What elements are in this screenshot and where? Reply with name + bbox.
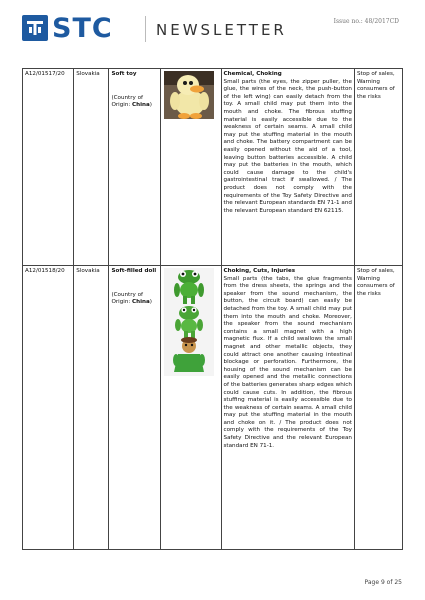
image-cell bbox=[160, 69, 221, 266]
risk-type: Chemical, Choking bbox=[223, 71, 282, 77]
newsletter-header bbox=[22, 12, 403, 46]
measures-cell: Stop of sales, Warning consumers of the risks bbox=[354, 266, 402, 550]
issue-number: Issue no.: 48/2017CD bbox=[333, 18, 399, 25]
rapex-table bbox=[22, 68, 403, 550]
measures-cell: Stop of sales, Warning consumers of the risks bbox=[354, 69, 402, 266]
image-cell bbox=[160, 266, 221, 550]
risk-description: Small parts (the eyes, the zipper puller, the glue, the wires of the neck, the push-button of the left wing) can easily detach from the toy. A small child may put them into the mouth and choke. The fibrous stuffing material is easily accessible due to the weakness of certain seams. A small child may put the stuffing material in the mouth and choke. The battery compartment can be easily opened without the aid of a tool, leaving button batteries accessible. A child may put the batteries in the mouth, which could cause damage to the child's gastrointestinal tract if swallowed. / The product does not comply with the requirements of the Toy Safety Directive and the relevant European standards EN 71-1 and the relevant European standard EN 62115. bbox=[223, 78, 352, 214]
table-row bbox=[23, 69, 403, 266]
product-cell bbox=[109, 69, 160, 266]
country-cell: Slovakia bbox=[74, 266, 109, 550]
origin-country: China bbox=[132, 102, 150, 109]
stc-logo-icon bbox=[22, 15, 48, 41]
product-cell bbox=[109, 266, 160, 550]
origin-label: (Country of Origin: bbox=[111, 94, 144, 109]
origin-label: (Country of Origin: bbox=[111, 291, 144, 306]
country-of-origin bbox=[111, 292, 157, 307]
section-title: NEWSLETTER bbox=[156, 21, 287, 39]
header-divider bbox=[145, 16, 146, 42]
risk-cell bbox=[221, 69, 354, 266]
table-row bbox=[23, 266, 403, 550]
reference-cell: A12/01518/20 bbox=[23, 266, 74, 550]
risk-type: Choking, Cuts, Injuries bbox=[223, 268, 296, 274]
page-number: Page 9 of 25 bbox=[364, 579, 402, 586]
country-of-origin bbox=[111, 95, 157, 110]
risk-cell bbox=[221, 266, 354, 550]
logo-text: STC bbox=[52, 13, 113, 44]
country-cell: Slovakia bbox=[74, 69, 109, 266]
yellow-duck-soft-toy-photo bbox=[164, 71, 214, 119]
product-name: Soft-filled doll bbox=[111, 268, 157, 274]
origin-country: China bbox=[132, 299, 150, 306]
origin-close: ) bbox=[149, 102, 152, 109]
product-name: Soft toy bbox=[111, 71, 137, 77]
origin-close: ) bbox=[149, 299, 152, 306]
green-frog-doll-photo bbox=[164, 268, 214, 376]
reference-cell: A12/01517/20 bbox=[23, 69, 74, 266]
risk-description: Small parts (the tabs, the glue fragments from the dress sheets, the springs and the speaker from the sound mechanism, the button, the circuit board) can easily be detached from the toy. A small child may put them into the mouth and choke. Moreover, the speaker from the sound mechanism contains a small magnet with a high magnetic flux. If a child swallows the small magnet and other metallic objects, they could attract one another causing intestinal blockage or perforation. Furthermore, the housing of the sound mechanism can be easily opened and the metallic connections of the batteries generates sharp edges which could cause cuts. In addition, the fibrous stuffing material is easily accessible due to the weakness of certain seams. A small child may put the stuffing material in the mouth and choke on it. / The product does not comply with the requirements of the Toy Safety Directive and the relevant European standard EN 71-1. bbox=[223, 275, 352, 449]
